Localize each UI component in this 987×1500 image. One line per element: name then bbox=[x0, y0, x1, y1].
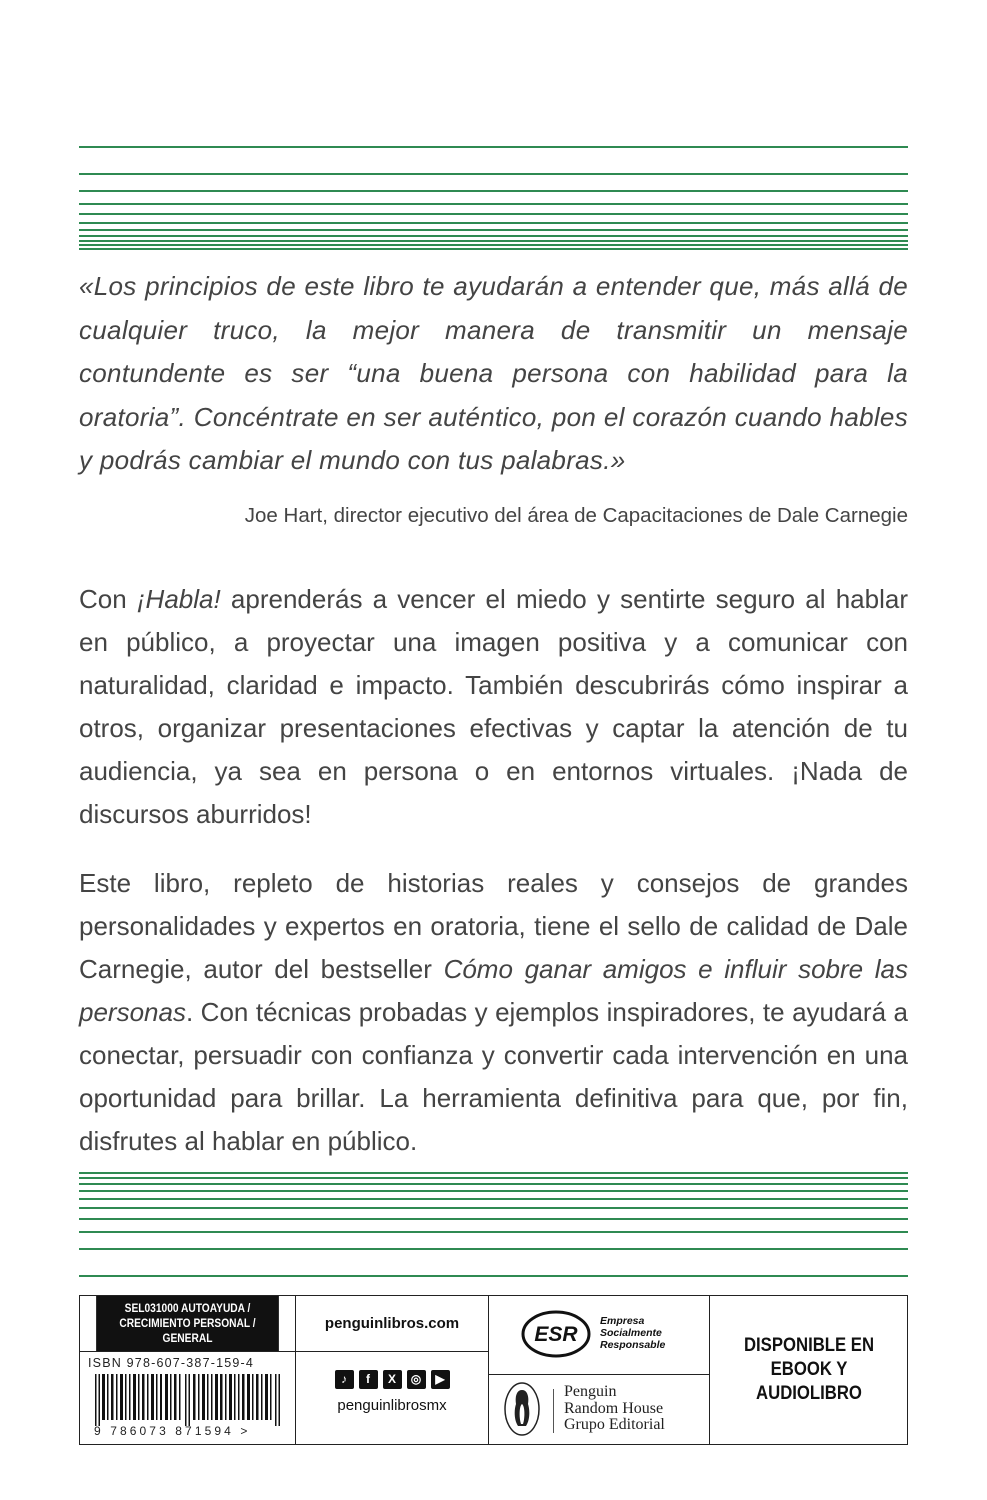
prh-line-1: Penguin bbox=[564, 1383, 617, 1400]
publisher-website: penguinlibros.com bbox=[324, 1315, 460, 1332]
available-formats bbox=[722, 1296, 896, 1444]
x-icon: X bbox=[383, 1370, 402, 1389]
p2-rest: . Con técnicas probadas y ejemplos inspiradores, te ayudará a conectar, persuadir con confianza y convertir cada intervención en una oportunidad para brillar. La herramienta definitiva para que, por fin, disfrutes al hablar en público. bbox=[79, 997, 908, 1156]
prh-line-3: Grupo Editorial bbox=[564, 1416, 665, 1433]
available-line-1: DISPONIBLE EN bbox=[743, 1335, 875, 1356]
tiktok-icon: ♪ bbox=[335, 1370, 354, 1389]
description-paragraph-2 bbox=[79, 862, 908, 1163]
book-title: ¡Habla! bbox=[136, 584, 221, 614]
bottom-decorative-rules bbox=[79, 1172, 908, 1278]
p2-prefix: Este libro, repleto de historias reales y consejos de grandes personalidades y expertos en oratoria, tiene el sello de calidad de Dale Carnegie, autor del bestseller bbox=[79, 868, 908, 984]
quote-attribution: Joe Hart, director ejecutivo del área de Capacitaciones de Dale Carnegie bbox=[244, 504, 908, 527]
back-cover-info-box bbox=[79, 1295, 908, 1445]
p1-prefix: Con bbox=[79, 584, 137, 614]
social-handle: penguinlibrosmx bbox=[337, 1397, 447, 1414]
category-line-1: SEL031000 AUTOAYUDA / bbox=[124, 1301, 251, 1315]
instagram-icon: ◎ bbox=[407, 1370, 426, 1389]
facebook-icon: f bbox=[359, 1370, 378, 1389]
esr-logo bbox=[520, 1308, 592, 1360]
barcode-digits: 9 786073 871594 > bbox=[94, 1424, 251, 1438]
esr-line-2: Socialmente bbox=[600, 1327, 662, 1339]
prh-text bbox=[564, 1384, 665, 1434]
referenced-book-title: Cómo ganar amigos e influir sobre las personas bbox=[79, 954, 908, 1027]
esr-text bbox=[600, 1315, 665, 1351]
social-icons bbox=[296, 1370, 488, 1389]
esr-line-3: Responsable bbox=[600, 1339, 666, 1351]
barcode bbox=[95, 1374, 285, 1426]
youtube-icon: ▶ bbox=[431, 1370, 450, 1389]
description-paragraph-1 bbox=[79, 578, 908, 836]
esr-line-1: Empresa bbox=[600, 1315, 645, 1327]
category-line-2: CRECIMIENTO PERSONAL / GENERAL bbox=[119, 1316, 256, 1345]
top-decorative-rules bbox=[79, 146, 908, 250]
category-label bbox=[96, 1296, 279, 1351]
prh-divider bbox=[553, 1389, 554, 1433]
svg-text:ESR: ESR bbox=[534, 1323, 578, 1346]
p1-rest: aprenderás a vencer el miedo y sentirte seguro al hablar en público, a proyectar una imagen positiva y a comunicar con naturalidad, claridad e impacto. También descubrirás cómo inspirar a otros, organizar presentaciones efectivas y captar la atención de tu audiencia, ya sea en persona o en entornos virtuales. ¡Nada de discursos aburridos! bbox=[79, 584, 908, 829]
isbn-label: ISBN 978-607-387-159-4 bbox=[88, 1356, 255, 1370]
available-line-2: EBOOK Y AUDIOLIBRO bbox=[756, 1359, 862, 1404]
penguin-logo bbox=[502, 1380, 542, 1438]
blurb-quote: «Los principios de este libro te ayudarán a entender que, más allá de cualquier truco, la mejor manera de transmitir un mensaje contundente es ser “una buena persona con habilidad para la oratoria”. Concéntrate en ser auténtico, pon el corazón cuando hables y podrás cambiar el mundo con tus palabras.» bbox=[79, 271, 908, 475]
prh-line-2: Random House bbox=[564, 1399, 664, 1417]
